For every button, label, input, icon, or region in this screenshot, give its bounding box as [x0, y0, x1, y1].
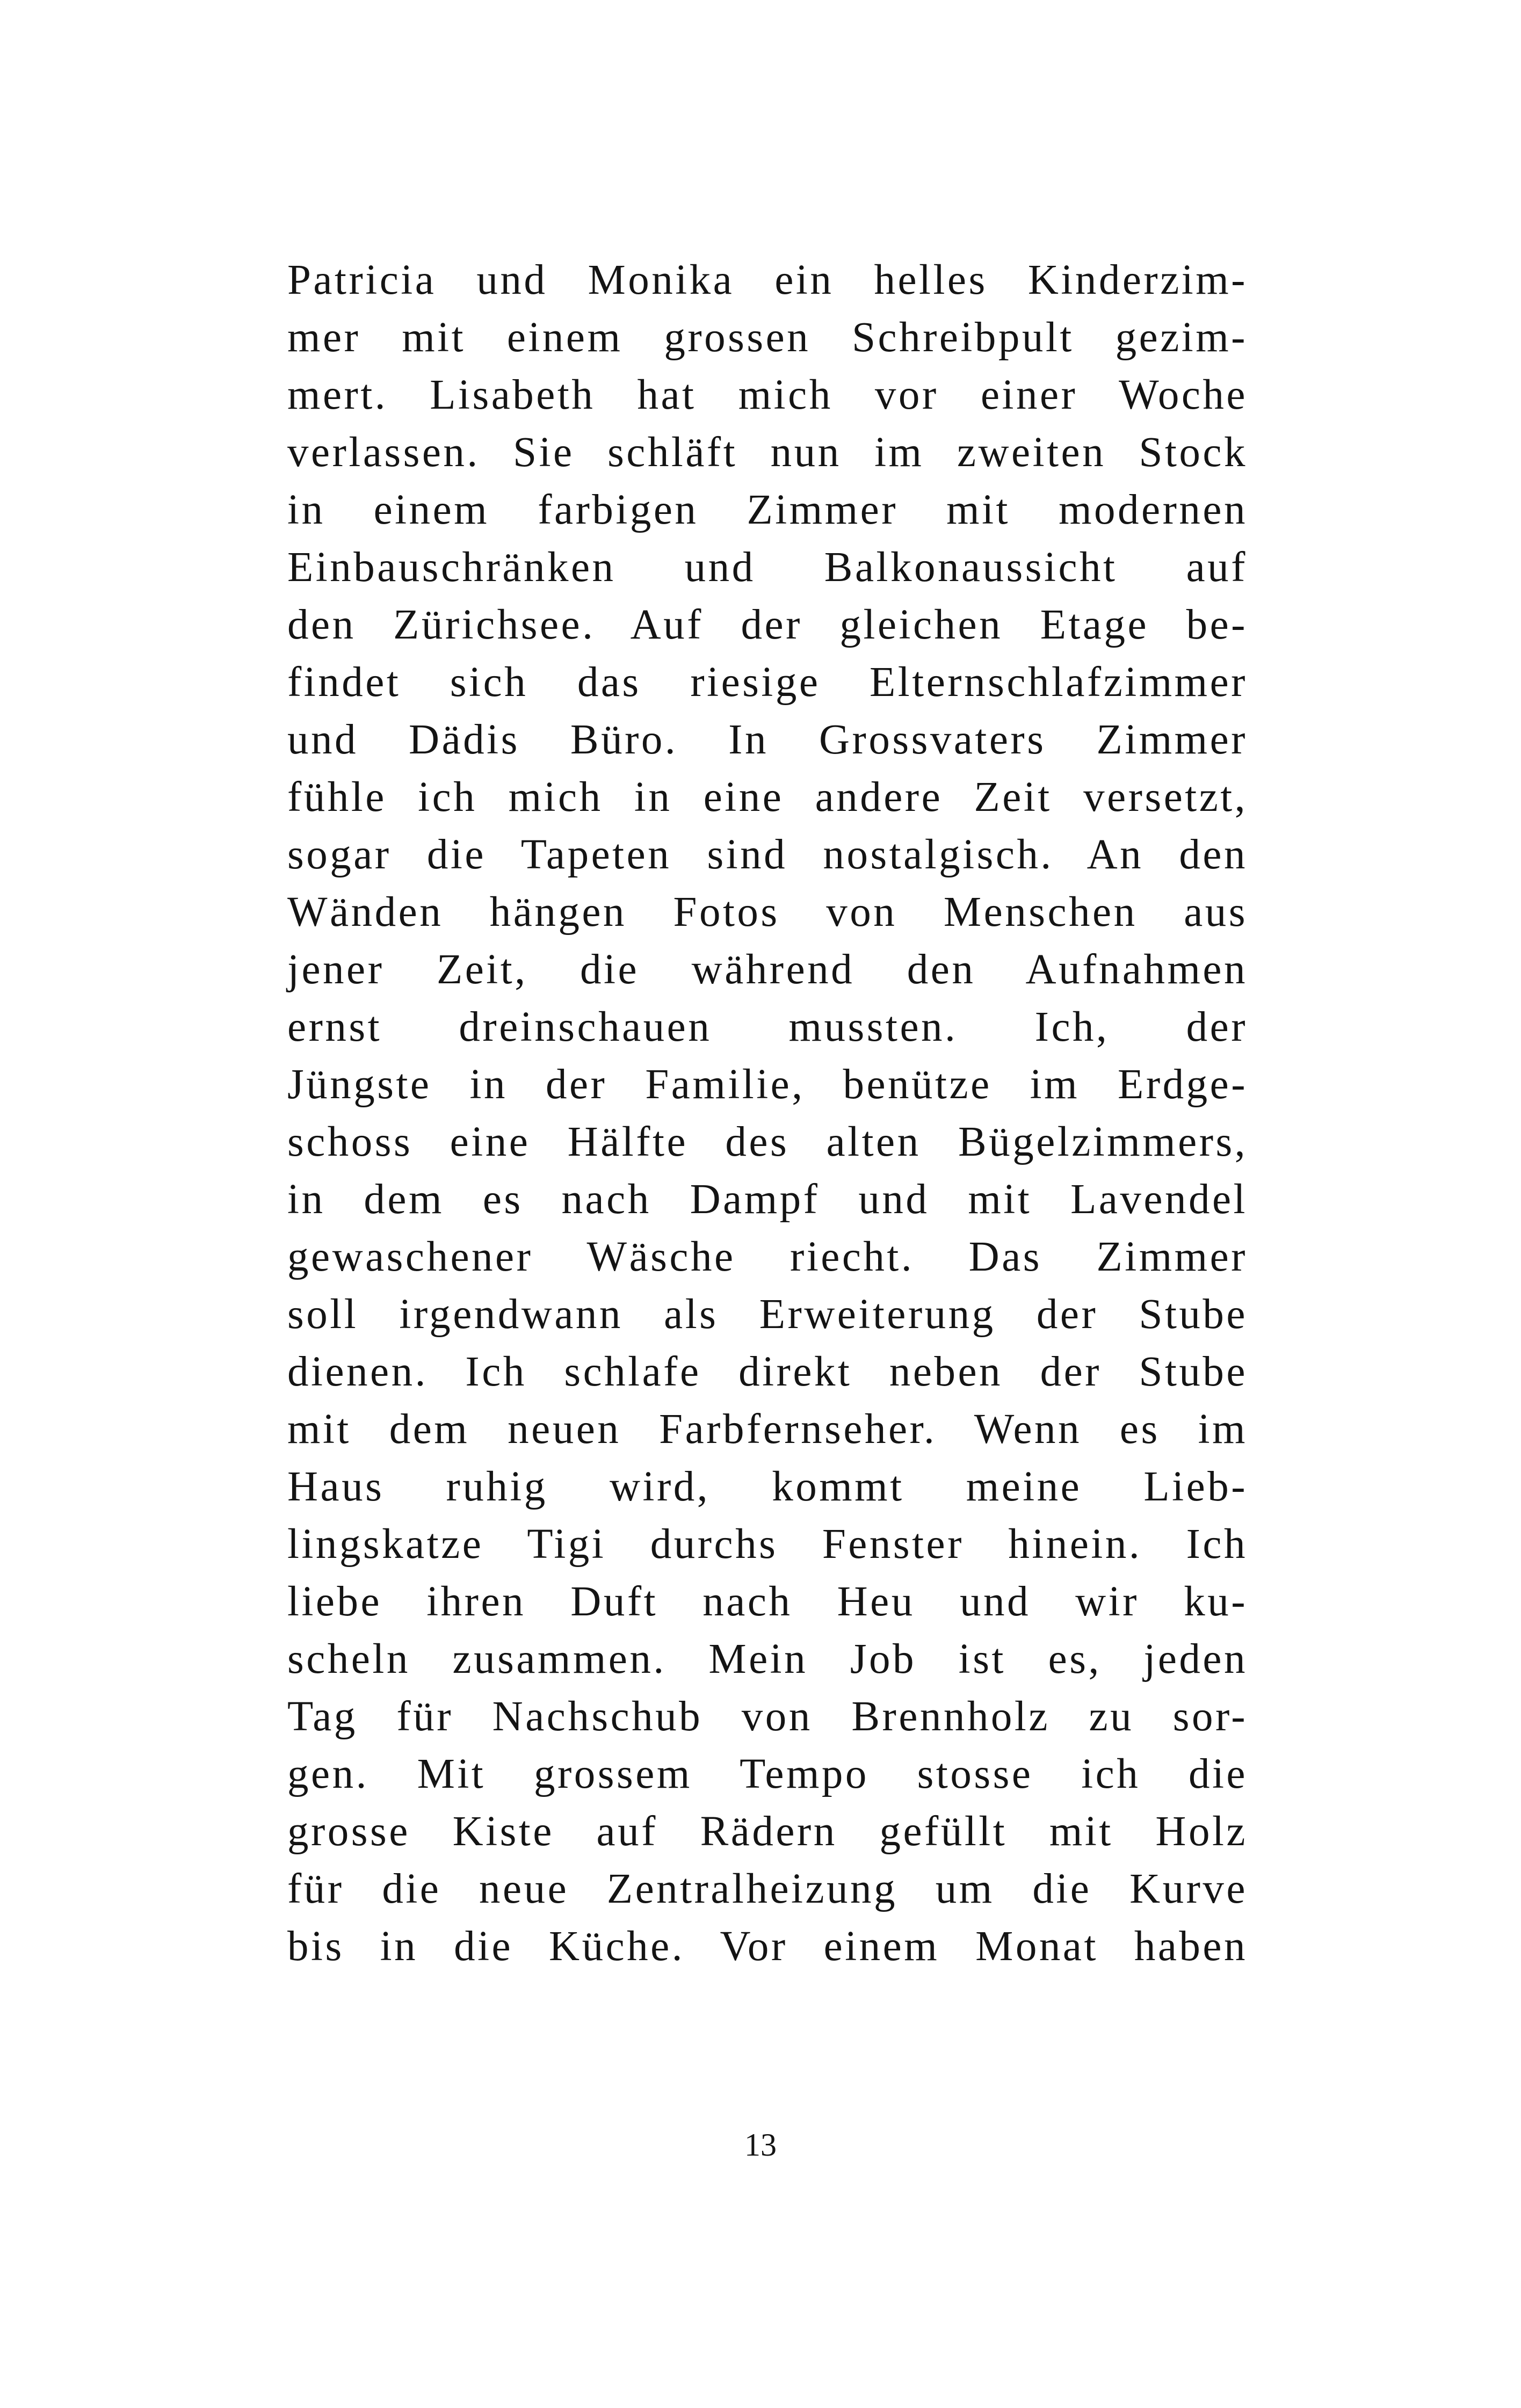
text-line: mert. Lisabeth hat mich vor einer Woche	[287, 372, 1248, 418]
text-line: Einbauschränken und Balkonaussicht auf	[287, 544, 1248, 591]
text-line: sogar die Tapeten sind nostalgisch. An den	[287, 831, 1248, 878]
text-line: und Dädis Büro. In Grossvaters Zimmer	[287, 716, 1248, 763]
text-line: für die neue Zentralheizung um die Kurve	[287, 1866, 1248, 1912]
text-line: dienen. Ich schlafe direkt neben der Stube	[287, 1348, 1248, 1395]
text-line: gewaschener Wäsche riecht. Das Zimmer	[287, 1234, 1248, 1280]
text-line: liebe ihren Duft nach Heu und wir ku-	[287, 1578, 1248, 1625]
body-text	[287, 251, 1248, 1975]
text-line: schoss eine Hälfte des alten Bügelzimmers,	[287, 1119, 1248, 1165]
text-line: den Zürichsee. Auf der gleichen Etage be-	[287, 601, 1248, 648]
text-line: mer mit einem grossen Schreibpult gezim-	[287, 314, 1248, 361]
text-line: in dem es nach Dampf und mit Lavendel	[287, 1176, 1248, 1223]
text-line: fühle ich mich in eine andere Zeit versetzt,	[287, 774, 1248, 821]
page-number: 13	[744, 2127, 777, 2163]
text-line: jener Zeit, die während den Aufnahmen	[287, 946, 1248, 993]
text-line: bis in die Küche. Vor einem Monat haben	[287, 1923, 1248, 1970]
text-line: soll irgendwann als Erweiterung der Stube	[287, 1291, 1248, 1338]
text-line: findet sich das riesige Elternschlafzimmer	[287, 659, 1248, 706]
text-line: Tag für Nachschub von Brennholz zu sor-	[287, 1693, 1248, 1740]
text-line: scheln zusammen. Mein Job ist es, jeden	[287, 1636, 1248, 1682]
text-line: grosse Kiste auf Rädern gefüllt mit Holz	[287, 1808, 1248, 1855]
text-line: Wänden hängen Fotos von Menschen aus	[287, 889, 1248, 935]
text-line: Patricia und Monika ein helles Kinderzim-	[287, 257, 1248, 303]
text-line: mit dem neuen Farbfernseher. Wenn es im	[287, 1406, 1248, 1453]
text-line: lingskatze Tigi durchs Fenster hinein. Ich	[287, 1521, 1248, 1568]
text-line: in einem farbigen Zimmer mit modernen	[287, 487, 1248, 533]
text-line: ernst dreinschauen mussten. Ich, der	[287, 1004, 1248, 1050]
text-line: Haus ruhig wird, kommt meine Lieb-	[287, 1463, 1248, 1510]
text-line: gen. Mit grossem Tempo stosse ich die	[287, 1751, 1248, 1797]
text-line: Jüngste in der Familie, benütze im Erdge-	[287, 1061, 1248, 1108]
text-line: verlassen. Sie schläft nun im zweiten Stock	[287, 429, 1248, 476]
